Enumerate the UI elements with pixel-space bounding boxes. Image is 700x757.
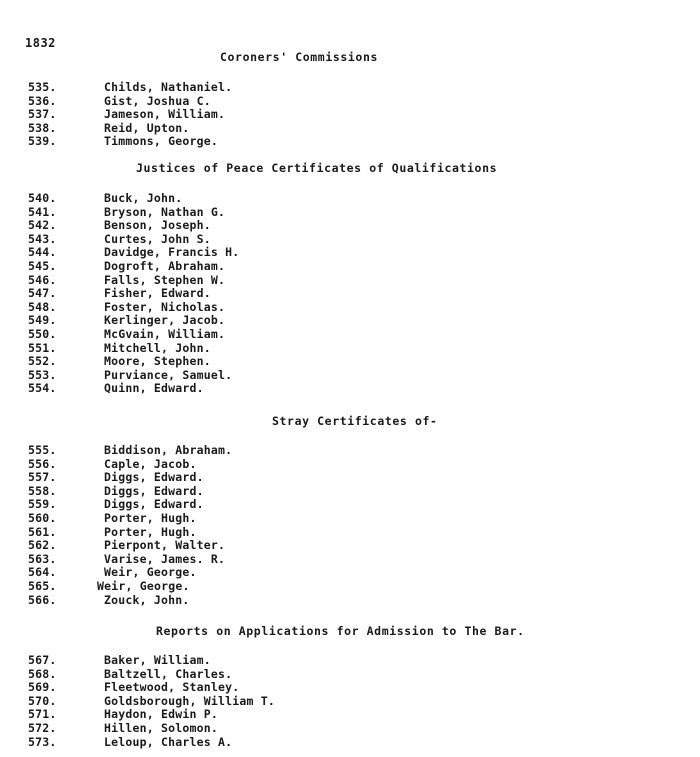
entry-name: Kerlinger, Jacob. bbox=[104, 313, 226, 328]
entry-name: Fleetwood, Stanley. bbox=[104, 680, 240, 695]
entry-number: 554. bbox=[28, 381, 57, 396]
entry-name: Porter, Hugh. bbox=[104, 510, 197, 525]
entry-number: 544. bbox=[28, 245, 57, 260]
section-heading-stray-certificates: Stray Certificates of- bbox=[272, 414, 438, 428]
entry-number: 543. bbox=[28, 231, 57, 246]
entry-name: Timmons, George. bbox=[104, 134, 218, 149]
entry-number: 570. bbox=[28, 693, 57, 708]
entry-number: 572. bbox=[28, 720, 57, 735]
entry-name: Baltzell, Charles. bbox=[104, 666, 233, 681]
entry-name: Buck, John. bbox=[104, 191, 183, 205]
entry-name: Haydon, Edwin P. bbox=[104, 707, 218, 722]
entry-number: 548. bbox=[28, 299, 57, 314]
entry-number: 550. bbox=[28, 326, 57, 341]
entry-number: 541. bbox=[28, 204, 57, 219]
entry-number: 539. bbox=[28, 134, 57, 149]
entry-number: 547. bbox=[28, 286, 57, 301]
entry-name: Davidge, Francis H. bbox=[104, 245, 240, 260]
entry-name: Porter, Hugh. bbox=[104, 524, 197, 539]
entry-name: Zouck, John. bbox=[104, 592, 190, 607]
entry-number: 559. bbox=[28, 497, 57, 512]
entry-name: Diggs, Edward. bbox=[104, 497, 204, 512]
entry-number: 566. bbox=[28, 592, 57, 607]
entry-name: Goldsborough, William T. bbox=[104, 693, 275, 708]
entry-name: Hillen, Solomon. bbox=[104, 720, 218, 735]
entry-number: 564. bbox=[28, 565, 57, 580]
entry-name: Baker, William. bbox=[104, 653, 211, 667]
entry-number: 546. bbox=[28, 272, 57, 287]
entry-number: 542. bbox=[28, 218, 57, 233]
entry-name: Leloup, Charles A. bbox=[104, 734, 233, 749]
entry-name: Diggs, Edward. bbox=[104, 470, 204, 485]
entry-name: Jameson, William. bbox=[104, 107, 226, 122]
entry-number: 563. bbox=[28, 551, 57, 566]
entry-name: Dogroft, Abraham. bbox=[104, 258, 226, 273]
entry-number: 553. bbox=[28, 367, 57, 382]
entry-name: Foster, Nicholas. bbox=[104, 299, 226, 314]
entry-number: 537. bbox=[28, 107, 57, 122]
entry-name: McGvain, William. bbox=[104, 326, 226, 341]
entry-number: 571. bbox=[28, 707, 57, 722]
entry-name: Weir, George. bbox=[97, 578, 190, 593]
entry-number: 538. bbox=[28, 120, 57, 135]
section-heading-coroners: Coroners' Commissions bbox=[220, 50, 378, 64]
section-heading-justices: Justices of Peace Certificates of Qualifications bbox=[136, 161, 498, 175]
entry-number: 556. bbox=[28, 456, 57, 471]
entry-number: 568. bbox=[28, 666, 57, 681]
entry-name: Reid, Upton. bbox=[104, 120, 190, 135]
entry-number: 535. bbox=[28, 80, 57, 94]
entry-name: Quinn, Edward. bbox=[104, 381, 204, 396]
entry-number: 565. bbox=[28, 578, 57, 593]
entry-number: 555. bbox=[28, 443, 57, 457]
entry-name: Fisher, Edward. bbox=[104, 286, 211, 301]
entry-number: 545. bbox=[28, 258, 57, 273]
entry-name: Gist, Joshua C. bbox=[104, 93, 211, 108]
entry-number: 569. bbox=[28, 680, 57, 695]
entry-number: 561. bbox=[28, 524, 57, 539]
entry-name: Benson, Joseph. bbox=[104, 218, 211, 233]
entry-number: 552. bbox=[28, 354, 57, 369]
entry-number: 540. bbox=[28, 191, 57, 205]
entry-name: Curtes, John S. bbox=[104, 231, 211, 246]
entry-name: Pierpont, Walter. bbox=[104, 538, 226, 553]
entry-name: Purviance, Samuel. bbox=[104, 367, 233, 382]
entry-name: Bryson, Nathan G. bbox=[104, 204, 226, 219]
entry-name: Falls, Stephen W. bbox=[104, 272, 226, 287]
entry-name: Weir, George. bbox=[104, 565, 197, 580]
entry-name: Childs, Nathaniel. bbox=[104, 80, 233, 94]
entry-number: 567. bbox=[28, 653, 57, 667]
entry-number: 557. bbox=[28, 470, 57, 485]
entry-number: 549. bbox=[28, 313, 57, 328]
entry-name: Diggs, Edward. bbox=[104, 483, 204, 498]
entry-name: Mitchell, John. bbox=[104, 340, 211, 355]
entry-number: 536. bbox=[28, 93, 57, 108]
entry-number: 573. bbox=[28, 734, 57, 749]
entry-number: 558. bbox=[28, 483, 57, 498]
entry-number: 551. bbox=[28, 340, 57, 355]
entry-name: Moore, Stephen. bbox=[104, 354, 211, 369]
page-year: 1832 bbox=[25, 36, 56, 50]
entry-number: 562. bbox=[28, 538, 57, 553]
entry-name: Caple, Jacob. bbox=[104, 456, 197, 471]
entry-name: Varise, James. R. bbox=[104, 551, 226, 566]
entry-number: 560. bbox=[28, 510, 57, 525]
section-heading-bar-admission: Reports on Applications for Admission to The Bar. bbox=[156, 624, 525, 638]
entry-name: Biddison, Abraham. bbox=[104, 443, 233, 457]
